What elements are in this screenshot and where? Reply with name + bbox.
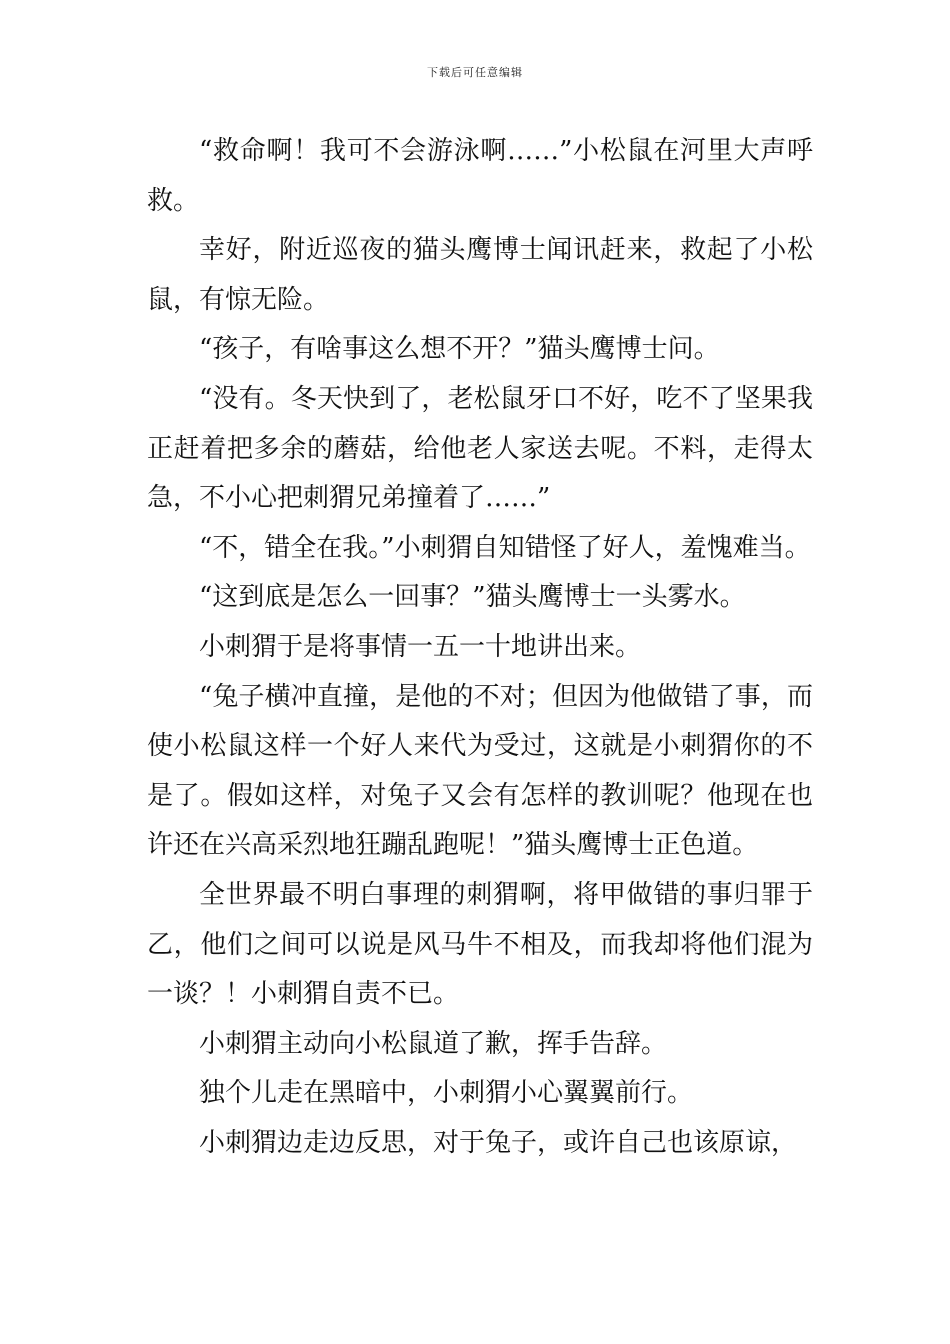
paragraph: “兔子横冲直撞，是他的不对；但因为他做错了事，而使小松鼠这样一个好人来代为受过，这就是小刺猬你的不是了。假如这样，对兔子又会有怎样的教训呢？他现在也许还在兴高采烈地狂蹦乱跑呢！”猫头鹰博士正色道。 [147, 681, 813, 861]
paragraph: “孩子，有啥事这么想不开？”猫头鹰博士问。 [199, 334, 720, 365]
page-header: 下载后可任意编辑 [427, 66, 523, 79]
paragraph: “不，错全在我。”小刺猬自知错怪了好人，羞愧难当。 [199, 532, 811, 563]
paragraph: “救命啊！我可不会游泳啊……”小松鼠在河里大声呼救。 [147, 136, 813, 216]
document-body [147, 127, 813, 1168]
paragraph: 小刺猬于是将事情一五一十地讲出来。 [199, 631, 642, 662]
paragraph: 幸好，附近巡夜的猫头鹰博士闻讯赶来，救起了小松鼠，有惊无险。 [147, 235, 813, 315]
paragraph: 独个儿走在黑暗中，小刺猬小心翼翼前行。 [199, 1078, 694, 1109]
paragraph: 小刺猬边走边反思，对于兔子，或许自己也该原谅， [199, 1127, 798, 1158]
paragraph: 小刺猬主动向小松鼠道了歉，挥手告辞。 [199, 1028, 668, 1059]
paragraph: “没有。冬天快到了，老松鼠牙口不好，吃不了坚果我正赶着把多余的蘑菇，给他老人家送去呢。不料，走得太急，不小心把刺猬兄弟撞着了……” [147, 383, 813, 514]
paragraph: “这到底是怎么一回事？”猫头鹰博士一头雾水。 [199, 582, 746, 613]
paragraph: 全世界最不明白事理的刺猬啊，将甲做错的事归罪于乙，他们之间可以说是风马牛不相及，而我却将他们混为一谈？！小刺猬自责不已。 [147, 879, 813, 1010]
